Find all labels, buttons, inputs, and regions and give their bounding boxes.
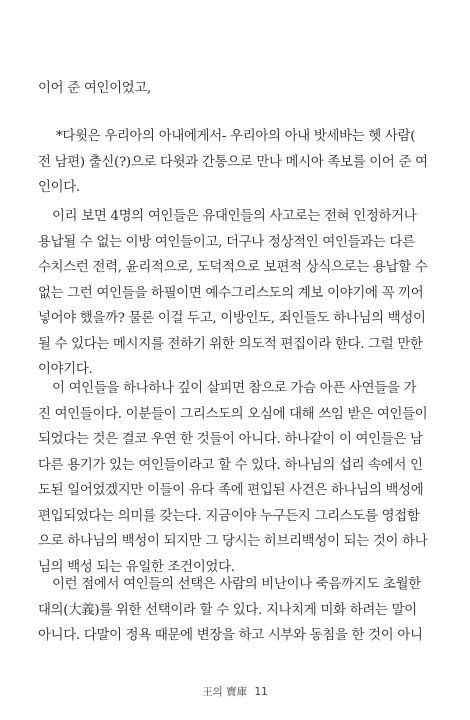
book-title: 王의 寶庫 <box>202 686 248 698</box>
text-line: 이야기다. <box>38 362 93 377</box>
text-line: 아니다. 다말이 정욕 때문에 변장을 하고 시부와 동침을 한 것이 아니 <box>38 628 423 643</box>
text-line: 대의(大義)를 위한 선택이라 할 수 있다. 지나치게 미화 하려는 말이 <box>38 602 417 618</box>
text-line: 수치스런 전력, 윤리적으로, 도덕적으로 보편적 상식으로는 용납할 수 <box>38 260 428 275</box>
text-line: 이어 준 여인이었고, <box>38 81 151 96</box>
text-line: 될 수 있다는 메시지를 전하기 위한 의도적 편집이라 한다. 그럴 만한 <box>38 336 423 352</box>
text-line: 진 여인들이다. 이분들이 그리스도의 오심에 대해 쓰임 받은 여인들이 <box>38 406 428 422</box>
text-line: 편입되었다는 의미를 갖는다. 지금이야 누구든지 그리스도를 영접함 <box>38 508 420 524</box>
text-line: 님의 백성 되는 유일한 조건이었다. <box>38 559 235 575</box>
paragraph-5 <box>38 572 440 649</box>
text-line: 전 남편) 출신(?)으로 다윗과 간통으로 만나 메시아 족보를 이어 준 여 <box>38 154 428 170</box>
text-line: 이 여인들을 하나하나 깊이 살피면 참으로 가슴 아픈 사연들을 가 <box>52 381 417 396</box>
page-footer <box>0 684 470 699</box>
paragraph-4 <box>38 376 440 580</box>
text-line: 용납될 수 없는 이방 여인들이고, 더구나 정상적인 여인들과는 다른 <box>38 234 415 250</box>
text-line: 되었다는 것은 결코 우연 한 것들이 아니다. 하나같이 이 여인들은 남 <box>38 432 423 447</box>
paragraph-3 <box>38 204 440 383</box>
text-line: *다윗은 우리아의 아내에게서- 우리아의 아내 밧세바는 헷 사람( <box>56 129 416 144</box>
text-line: 다른 용기가 있는 여인들이라고 할 수 있다. 하나님의 섭리 속에서 인 <box>38 457 423 473</box>
text-line: 도된 일어었겠지만 이들이 유다 족에 편입된 사건은 하나님의 백성에 <box>38 483 424 498</box>
paragraph-1 <box>38 76 440 102</box>
text-line: 넣어야 했을까? 물론 이걸 두고, 이방인도, 죄인들도 하나님의 백성이 <box>38 311 426 326</box>
text-line: 이런 점에서 여인들의 선택은 사람의 비난이나 죽음까지도 초월한 <box>52 577 421 592</box>
page-number: 11 <box>254 686 268 698</box>
text-line: 없는 그런 여인들을 하필이면 예수그리스도의 계보 이야기에 꼭 끼어 <box>38 285 424 301</box>
text-line: 인이다. <box>38 180 80 195</box>
text-line: 으로 하나님의 백성이 되지만 그 당시는 히브리백성이 되는 것이 하나 <box>38 534 428 549</box>
paragraph-2 <box>38 124 440 201</box>
text-line: 이리 보면 4명의 여인들은 유대인들의 사고로는 전혀 인정하거나 <box>52 209 417 224</box>
